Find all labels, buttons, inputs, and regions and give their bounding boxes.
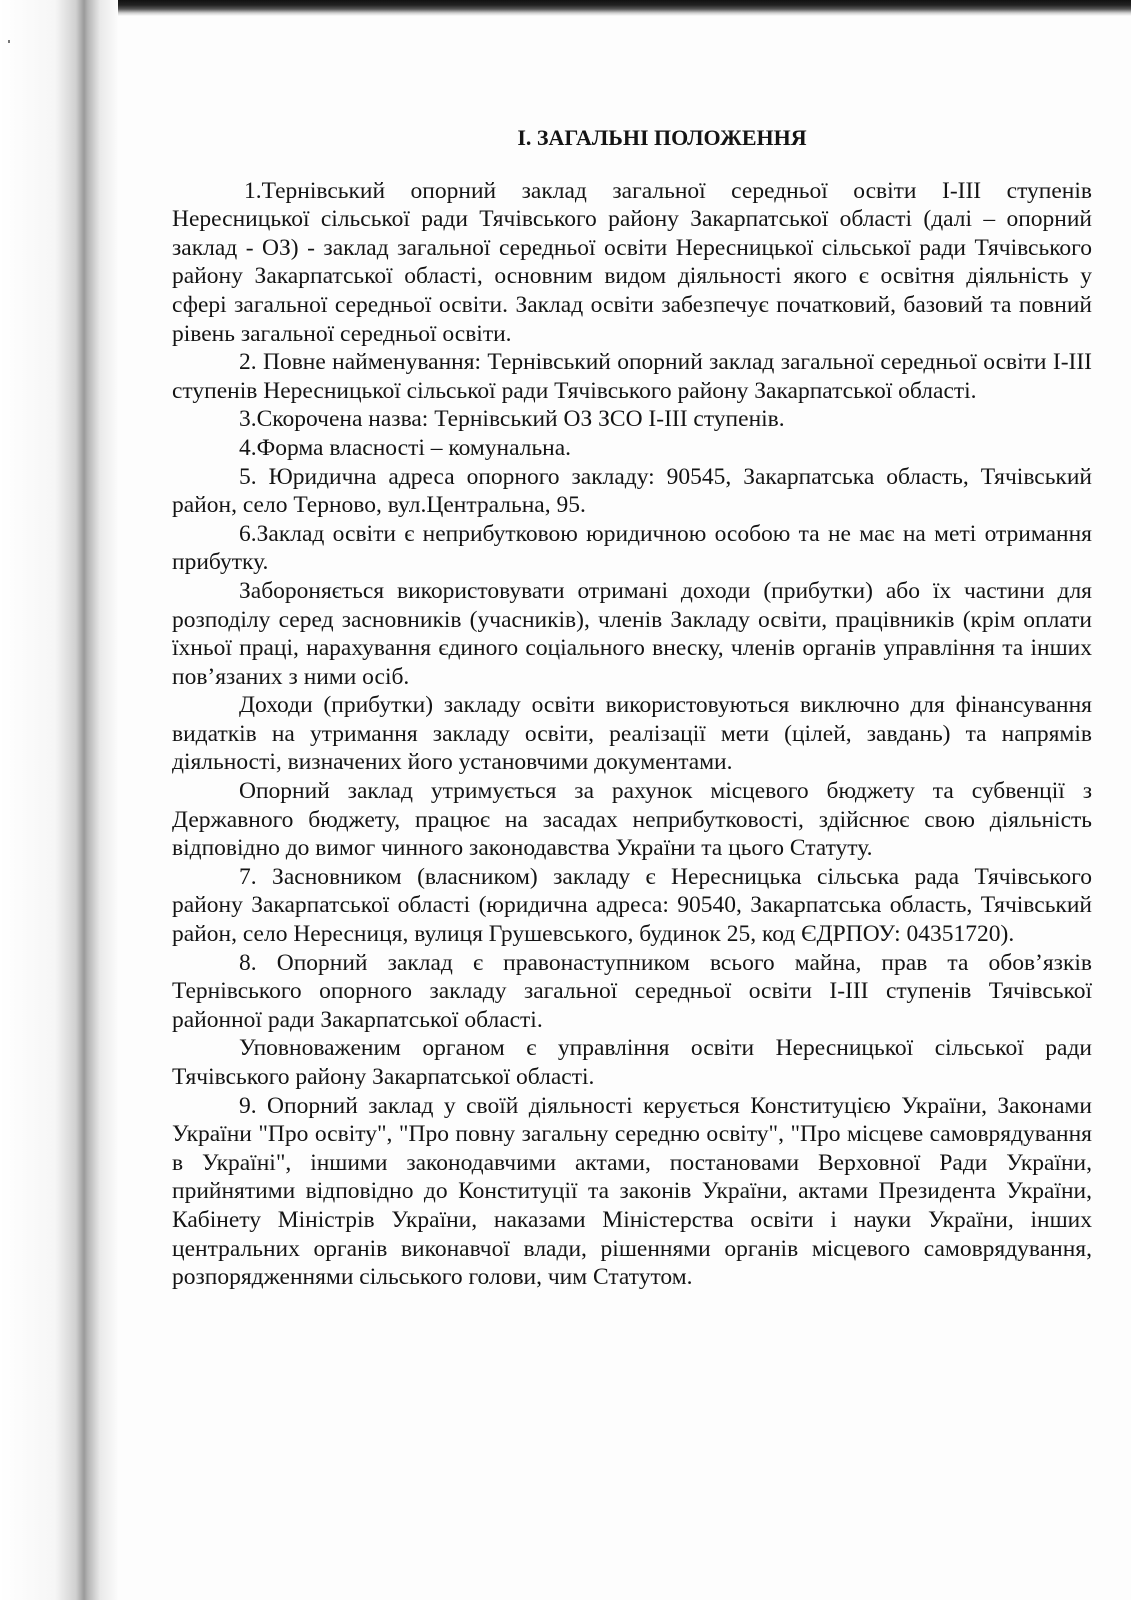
paragraph-2: 2. Повне найменування: Тернівський опорний заклад загальної середньої освіти І-ІІІ ступенів Нересницької сільської ради Тячівського району Закарпатської області. xyxy=(172,349,1092,404)
paragraph-8: 8. Опорний заклад є правонаступником всього майна, прав та обов’язків Тернівського опорного закладу загальної середньої освіти І-ІІІ ступенів Тячівської районної ради Закарпатської області. xyxy=(172,949,1092,1033)
paragraph-6-restriction: Забороняється використовувати отримані доходи (прибутки) або їх частини для розподілу серед засновників (учасників), членів Закладу освіти, працівників (крім оплати їхньої праці, нарахування єдиного соціального внеску, членів органів управління та інших пов’язаних з ними осіб. xyxy=(172,577,1092,690)
paragraph-8-authority: Уповноваженим органом є управління освіти Нересницької сільської ради Тячівського району Закарпатської області. xyxy=(172,1035,1092,1090)
paragraph-4: 4.Форма власності – комунальна. xyxy=(239,434,572,461)
scan-speck xyxy=(8,40,10,43)
scan-top-edge xyxy=(70,0,1131,16)
paragraph-6: 6.Заклад освіти є неприбутковою юридичною особою та не має на меті отримання прибутку. xyxy=(172,520,1092,576)
section-heading: І. ЗАГАЛЬНІ ПОЛОЖЕННЯ xyxy=(517,125,807,150)
paragraph-1: 1.Тернівський опорний заклад загальної середньої освіти І-ІІІ ступенів Нересницької сільської ради Тячівського району Закарпатської області (далі – опорний заклад - ОЗ) - заклад загальної середньої освіти Нересницької сільської ради Тячівського району Закарпатської області, основним видом діяльності якого є освітня діяльність у сфері загальної середньої освіти. Заклад освіти забезпечує початковий, базовий та повний рівень загальної середньої освіти. xyxy=(172,177,1092,347)
paragraph-9: 9. Опорний заклад у своїй діяльності керується Конституцією України, Законами України "Про освіту", "Про повну загальну середню освіту", "Про місцеве самоврядування в Україні", іншими законодавчими актами, постановами Верховної Ради України, прийнятими відповідно до Конституції та законів України, актами Президента України, Кабінету Міністрів України, наказами Міністерства освіти і науки України, інших центральних органів виконавчої влади, рішеннями органів місцевого самоврядування, розпорядженнями сільського голови, чим Статутом. xyxy=(172,1092,1092,1291)
paragraph-7: 7. Засновником (власником) закладу є Нересницька сільська рада Тячівського району Закарпатської області (юридична адреса: 90540, Закарпатська область, Тячівський район, село Нересниця, вулиця Грушевського, будинок 25, код ЄДРПОУ: 04351720). xyxy=(172,863,1092,948)
paragraph-6-income: Доходи (прибутки) закладу освіти використовуються виключно для фінансування видатків на утримання закладу освіти, реалізації мети (цілей, завдань) та напрямів діяльності, визначених його установчими документами. xyxy=(172,692,1092,776)
paragraph-5: 5. Юридична адреса опорного закладу: 90545, Закарпатська область, Тячівський район, село Терново, вул.Центральна, 95. xyxy=(172,463,1092,519)
document-body xyxy=(172,124,1092,1292)
paragraph-3: 3.Скорочена назва: Тернівський ОЗ ЗСО І-ІІІ ступенів. xyxy=(239,406,785,433)
binding-shadow xyxy=(0,0,118,1600)
paragraph-6-funding: Опорний заклад утримується за рахунок місцевого бюджету та субвенції з Державного бюджету, працює на засадах неприбутковості, здійснює свою діяльність відповідно до вимог чинного законодавства України та цього Статуту. xyxy=(172,778,1092,862)
